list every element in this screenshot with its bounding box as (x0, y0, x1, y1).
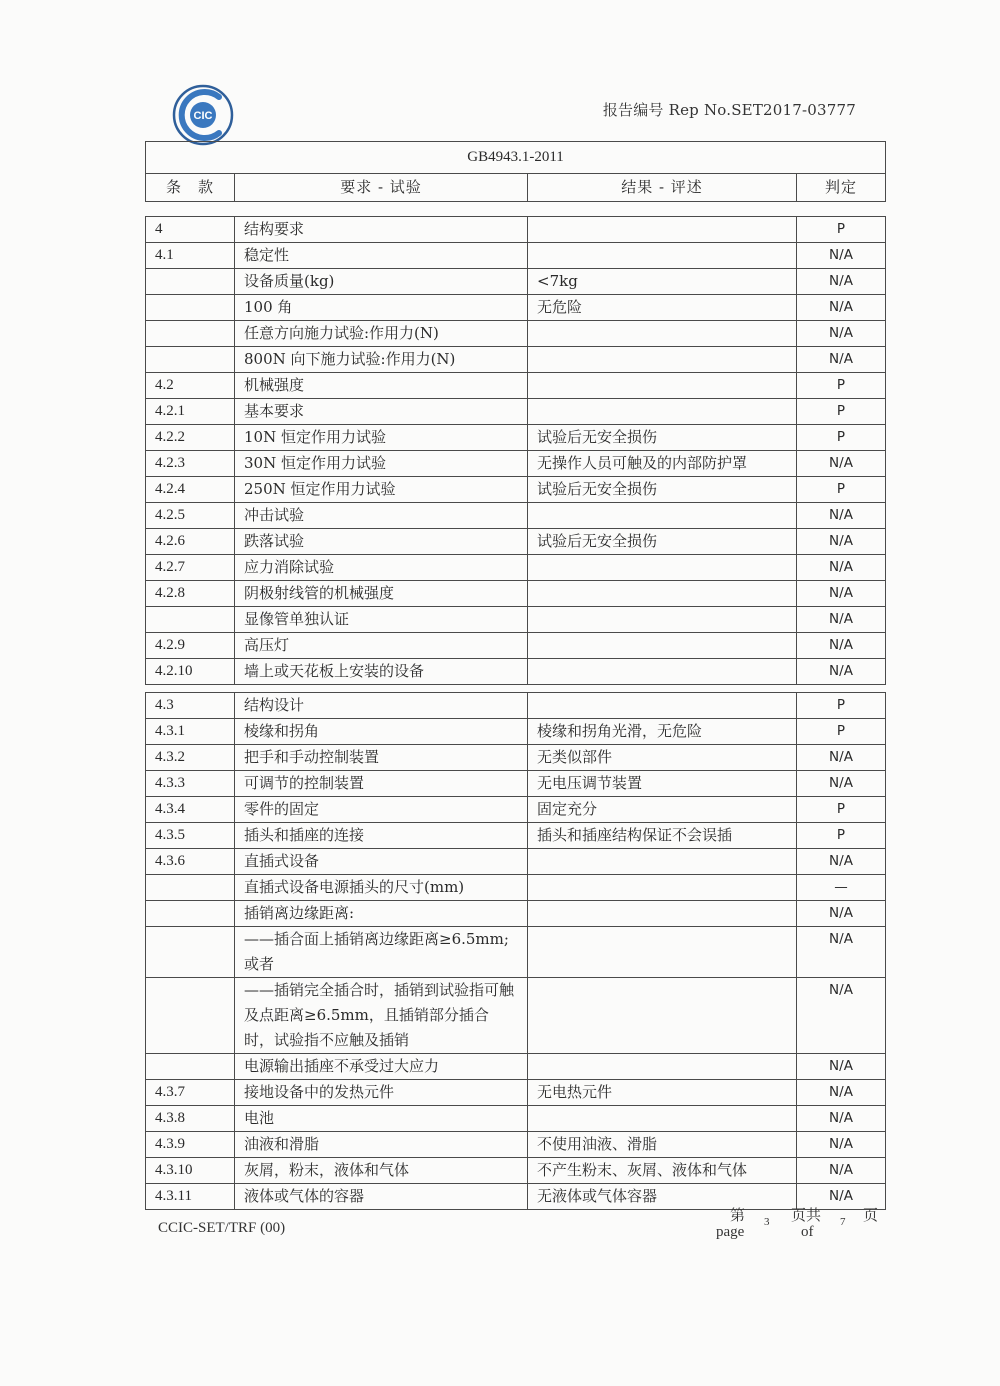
requirement-cell: 跌落试验 (235, 529, 528, 555)
result-cell (528, 347, 797, 373)
result-cell (528, 849, 797, 875)
verdict-cell: N/A (797, 659, 886, 685)
section-4-3-table (145, 692, 886, 1210)
requirement-cell: 电池 (235, 1106, 528, 1132)
table-row (146, 719, 886, 745)
page-label-cn: 第 (730, 1208, 746, 1224)
requirement-cell: 应力消除试验 (235, 555, 528, 581)
requirement-cell: ——插合面上插销离边缘距离≥6.5mm;或者 (235, 927, 528, 978)
table-row (146, 607, 886, 633)
clause-cell: 4 (146, 217, 235, 243)
verdict-cell: N/A (797, 1080, 886, 1106)
requirement-cell: 把手和手动控制装置 (235, 745, 528, 771)
verdict-cell: N/A (797, 1106, 886, 1132)
table-row (146, 1054, 886, 1080)
total-pages: 7 (840, 1216, 846, 1228)
table-row (146, 901, 886, 927)
table-row (146, 633, 886, 659)
table-row (146, 451, 886, 477)
clause-cell: 4.2.4 (146, 477, 235, 503)
requirement-cell: 设备质量(kg) (235, 269, 528, 295)
report-number: 报告编号 Rep No.SET2017-03777 (602, 101, 856, 119)
clause-cell: 4.3.4 (146, 797, 235, 823)
clause-cell: 4.3.9 (146, 1132, 235, 1158)
clause-cell: 4.2.6 (146, 529, 235, 555)
table-row (146, 529, 886, 555)
requirement-cell: 结构设计 (235, 693, 528, 719)
requirement-cell: 基本要求 (235, 399, 528, 425)
table-row (146, 321, 886, 347)
table-row (146, 1158, 886, 1184)
requirement-cell: 阴极射线管的机械强度 (235, 581, 528, 607)
result-cell: <7kg (528, 269, 797, 295)
verdict-cell: N/A (797, 745, 886, 771)
table-row (146, 347, 886, 373)
clause-cell (146, 269, 235, 295)
result-cell (528, 321, 797, 347)
result-cell (528, 399, 797, 425)
requirement-cell: 冲击试验 (235, 503, 528, 529)
clause-cell: 4.3 (146, 693, 235, 719)
requirement-cell: 零件的固定 (235, 797, 528, 823)
result-cell (528, 693, 797, 719)
section-4-table (145, 216, 886, 685)
result-cell (528, 1106, 797, 1132)
verdict-cell: N/A (797, 1158, 886, 1184)
table-row (146, 927, 886, 978)
requirement-cell: 稳定性 (235, 243, 528, 269)
clause-cell: 4.3.3 (146, 771, 235, 797)
table-row (146, 1080, 886, 1106)
requirement-cell: 接地设备中的发热元件 (235, 1080, 528, 1106)
table-row (146, 373, 886, 399)
verdict-cell: P (797, 373, 886, 399)
result-cell: 试验后无安全损伤 (528, 477, 797, 503)
verdict-cell: P (797, 823, 886, 849)
form-code: CCIC-SET/TRF (00) (158, 1220, 286, 1236)
requirement-cell: 电源输出插座不承受过大应力 (235, 1054, 528, 1080)
requirement-cell: 插头和插座的连接 (235, 823, 528, 849)
clause-cell (146, 901, 235, 927)
requirement-cell: 250N 恒定作用力试验 (235, 477, 528, 503)
requirement-cell: 800N 向下施力试验:作用力(N) (235, 347, 528, 373)
result-cell (528, 978, 797, 1054)
table-row (146, 217, 886, 243)
clause-cell (146, 295, 235, 321)
clause-cell: 4.3.11 (146, 1184, 235, 1210)
table-row (146, 875, 886, 901)
clause-cell (146, 875, 235, 901)
result-cell: 棱缘和拐角光滑，无危险 (528, 719, 797, 745)
table-row (146, 243, 886, 269)
logo-text: CIC (193, 110, 213, 122)
clause-cell (146, 347, 235, 373)
clause-cell: 4.2.9 (146, 633, 235, 659)
requirement-cell: ——插销完全插合时，插销到试验指可触及点距离≥6.5mm，且插销部分插合时，试验指不应触及插销 (235, 978, 528, 1054)
result-cell: 无危险 (528, 295, 797, 321)
result-cell: 试验后无安全损伤 (528, 529, 797, 555)
table-row (146, 269, 886, 295)
table-row (146, 978, 886, 1054)
requirement-cell: 灰屑，粉末，液体和气体 (235, 1158, 528, 1184)
verdict-cell: P (797, 477, 886, 503)
col-header-requirement: 要求 - 试验 (235, 174, 528, 202)
verdict-cell: N/A (797, 1132, 886, 1158)
result-cell (528, 875, 797, 901)
clause-cell: 4.2.8 (146, 581, 235, 607)
col-header-clause: 条 款 (146, 174, 235, 202)
verdict-cell: N/A (797, 529, 886, 555)
result-cell: 不产生粉末、灰屑、液体和气体 (528, 1158, 797, 1184)
total-label-cn: 页共 (791, 1208, 822, 1224)
standard-header-table (145, 141, 886, 202)
result-cell: 无操作人员可触及的内部防护罩 (528, 451, 797, 477)
verdict-cell: N/A (797, 901, 886, 927)
result-cell: 不使用油液、滑脂 (528, 1132, 797, 1158)
verdict-cell: N/A (797, 1184, 886, 1210)
result-cell: 固定充分 (528, 797, 797, 823)
verdict-cell: — (797, 875, 886, 901)
clause-cell: 4.3.7 (146, 1080, 235, 1106)
requirement-cell: 机械强度 (235, 373, 528, 399)
verdict-cell: P (797, 425, 886, 451)
result-cell: 无液体或气体容器 (528, 1184, 797, 1210)
requirement-cell: 棱缘和拐角 (235, 719, 528, 745)
table-row (146, 771, 886, 797)
verdict-cell: N/A (797, 451, 886, 477)
clause-cell (146, 321, 235, 347)
table-row (146, 555, 886, 581)
requirement-cell: 10N 恒定作用力试验 (235, 425, 528, 451)
table-row (146, 849, 886, 875)
result-cell (528, 927, 797, 978)
table-row (146, 425, 886, 451)
requirement-cell: 显像管单独认证 (235, 607, 528, 633)
requirement-cell: 直插式设备电源插头的尺寸(mm) (235, 875, 528, 901)
clause-cell: 4.3.8 (146, 1106, 235, 1132)
requirement-cell: 可调节的控制装置 (235, 771, 528, 797)
table-row (146, 693, 886, 719)
requirement-cell: 插销离边缘距离: (235, 901, 528, 927)
result-cell (528, 373, 797, 399)
clause-cell (146, 978, 235, 1054)
verdict-cell: N/A (797, 581, 886, 607)
col-header-result: 结果 - 评述 (528, 174, 797, 202)
requirement-cell: 直插式设备 (235, 849, 528, 875)
verdict-cell: P (797, 719, 886, 745)
verdict-cell: P (797, 217, 886, 243)
verdict-cell: N/A (797, 503, 886, 529)
verdict-cell: N/A (797, 269, 886, 295)
verdict-cell: N/A (797, 927, 886, 978)
clause-cell: 4.2.1 (146, 399, 235, 425)
verdict-cell: N/A (797, 771, 886, 797)
verdict-cell: N/A (797, 295, 886, 321)
verdict-cell: N/A (797, 555, 886, 581)
requirement-cell: 30N 恒定作用力试验 (235, 451, 528, 477)
verdict-cell: N/A (797, 1054, 886, 1080)
requirement-cell: 高压灯 (235, 633, 528, 659)
result-cell (528, 901, 797, 927)
table-row (146, 477, 886, 503)
result-cell (528, 503, 797, 529)
verdict-cell: N/A (797, 633, 886, 659)
column-header-row (146, 174, 886, 202)
verdict-cell: N/A (797, 321, 886, 347)
clause-cell: 4.3.1 (146, 719, 235, 745)
result-cell (528, 243, 797, 269)
verdict-cell: N/A (797, 849, 886, 875)
clause-cell (146, 1054, 235, 1080)
clause-cell: 4.2.5 (146, 503, 235, 529)
table-row (146, 659, 886, 685)
clause-cell: 4.2.10 (146, 659, 235, 685)
requirement-cell: 100 角 (235, 295, 528, 321)
result-cell: 无电压调节装置 (528, 771, 797, 797)
table-row (146, 503, 886, 529)
clause-cell: 4.2.2 (146, 425, 235, 451)
clause-cell: 4.1 (146, 243, 235, 269)
result-cell (528, 555, 797, 581)
col-header-verdict: 判定 (797, 174, 886, 202)
verdict-cell: N/A (797, 978, 886, 1054)
clause-cell: 4.2.7 (146, 555, 235, 581)
requirement-cell: 油液和滑脂 (235, 1132, 528, 1158)
result-cell (528, 659, 797, 685)
table-row (146, 295, 886, 321)
result-cell: 无类似部件 (528, 745, 797, 771)
result-cell (528, 1054, 797, 1080)
result-cell (528, 581, 797, 607)
page-number: 3 (764, 1216, 770, 1228)
clause-cell: 4.3.10 (146, 1158, 235, 1184)
verdict-cell: P (797, 693, 886, 719)
table-row (146, 399, 886, 425)
requirement-cell: 任意方向施力试验:作用力(N) (235, 321, 528, 347)
requirement-cell: 墙上或天花板上安装的设备 (235, 659, 528, 685)
result-cell: 插头和插座结构保证不会误插 (528, 823, 797, 849)
table-row (146, 823, 886, 849)
verdict-cell: P (797, 797, 886, 823)
table-row (146, 1184, 886, 1210)
ccic-logo (172, 84, 234, 146)
result-cell: 无电热元件 (528, 1080, 797, 1106)
verdict-cell: N/A (797, 347, 886, 373)
total-label-en: of (801, 1224, 814, 1240)
verdict-cell: N/A (797, 243, 886, 269)
page-end-label: 页 (863, 1208, 879, 1224)
clause-cell: 4.3.5 (146, 823, 235, 849)
requirement-cell: 液体或气体的容器 (235, 1184, 528, 1210)
table-row (146, 797, 886, 823)
table-row (146, 581, 886, 607)
table-row (146, 1106, 886, 1132)
clause-cell: 4.2.3 (146, 451, 235, 477)
clause-cell: 4.2 (146, 373, 235, 399)
requirement-cell: 结构要求 (235, 217, 528, 243)
table-row (146, 1132, 886, 1158)
result-cell (528, 217, 797, 243)
clause-cell: 4.3.6 (146, 849, 235, 875)
result-cell (528, 633, 797, 659)
standard-title: GB4943.1-2011 (146, 142, 886, 174)
table-row (146, 745, 886, 771)
page-label-en: page (716, 1224, 745, 1240)
verdict-cell: N/A (797, 607, 886, 633)
verdict-cell: P (797, 399, 886, 425)
clause-cell: 4.3.2 (146, 745, 235, 771)
result-cell: 试验后无安全损伤 (528, 425, 797, 451)
clause-cell (146, 927, 235, 978)
clause-cell (146, 607, 235, 633)
result-cell (528, 607, 797, 633)
standard-title-row (146, 142, 886, 174)
